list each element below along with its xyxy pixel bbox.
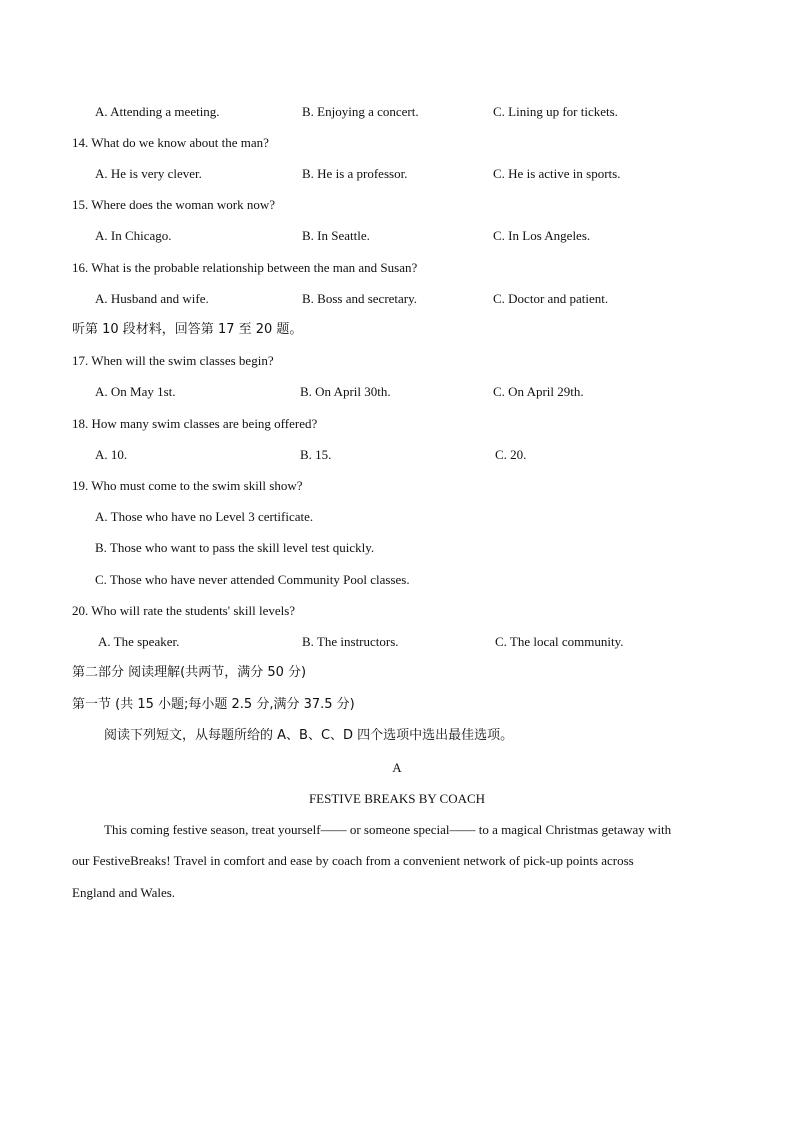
q19-option-a: A. Those who have no Level 3 certificate. [95,509,314,524]
q15-option-c: C. In Los Angeles. [493,228,591,243]
q19-option-c: C. Those who have never attended Community Pool classes. [95,572,410,587]
reading-instruction: 阅读下列短文，从每题所给的 A、B、C、D 四个选项中选出最佳选项。 [104,728,514,743]
q18-stem: 18. How many swim classes are being offered? [72,416,318,431]
q20-option-c: C. The local community. [495,634,624,649]
q13-option-b: B. Enjoying a concert. [302,104,419,119]
passage-line-3: England and Wales. [72,885,176,900]
q14-option-c: C. He is active in sports. [493,166,621,181]
q16-option-a: A. Husband and wife. [95,291,209,306]
part-2-heading: 第二部分 阅读理解(共两节，满分 50 分) [72,665,307,680]
q18-option-c: C. 20. [495,447,527,462]
q13-option-c: C. Lining up for tickets. [493,104,618,119]
q17-stem: 17. When will the swim classes begin? [72,353,274,368]
q19-option-b: B. Those who want to pass the skill level test quickly. [95,540,375,555]
passage-title: FESTIVE BREAKS BY COACH [308,791,486,806]
section-10-heading: 听第 10 段材料，回答第 17 至 20 题。 [72,322,303,337]
q15-stem: 15. Where does the woman work now? [72,197,276,212]
q17-option-b: B. On April 30th. [300,384,391,399]
q16-stem: 16. What is the probable relationship between the man and Susan? [72,260,418,275]
q20-option-b: B. The instructors. [302,634,399,649]
section-1-heading: 第一节 (共 15 小题;每小题 2.5 分,满分 37.5 分) [72,697,355,712]
q18-option-b: B. 15. [300,447,332,462]
q18-option-a: A. 10. [95,447,128,462]
q20-stem: 20. Who will rate the students' skill levels? [72,603,296,618]
passage-line-2: our FestiveBreaks! Travel in comfort and ease by coach from a convenient network of pick-up points across [72,853,634,868]
q14-stem: 14. What do we know about the man? [72,135,269,150]
q17-option-a: A. On May 1st. [95,384,176,399]
passage-letter: A [392,760,402,775]
q15-option-a: A. In Chicago. [95,228,172,243]
q15-option-b: B. In Seattle. [302,228,370,243]
q20-option-a: A. The speaker. [98,634,180,649]
passage-line-1: This coming festive season, treat yourself—— or someone special—— to a magical Christmas getaway with [104,822,672,837]
q16-option-c: C. Doctor and patient. [493,291,609,306]
q16-option-b: B. Boss and secretary. [302,291,418,306]
q19-stem: 19. Who must come to the swim skill show? [72,478,303,493]
q14-option-a: A. He is very clever. [95,166,202,181]
q13-option-a: A. Attending a meeting. [95,104,220,119]
q17-option-c: C. On April 29th. [493,384,584,399]
q14-option-b: B. He is a professor. [302,166,408,181]
